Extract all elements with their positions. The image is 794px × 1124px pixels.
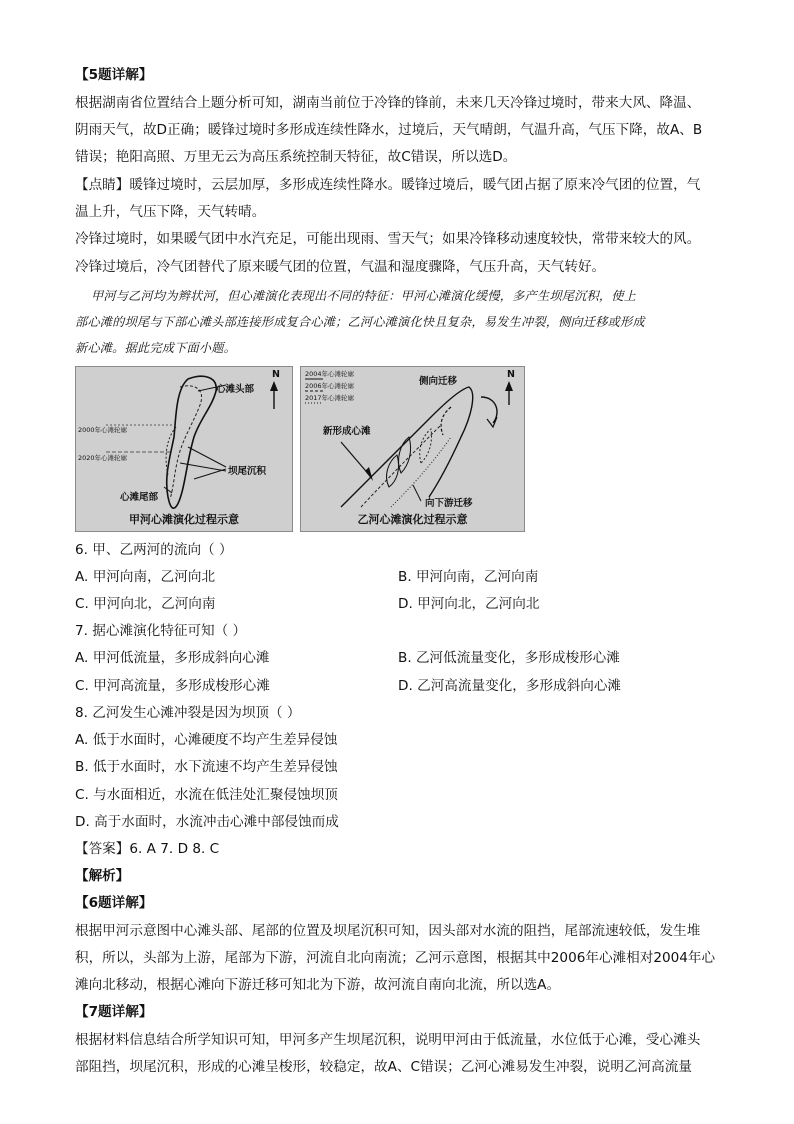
north-label: N	[272, 369, 280, 380]
downstream-label: 向下游迁移	[425, 498, 473, 509]
figure-jia-caption: 甲河心滩演化过程示意	[129, 513, 239, 526]
legend-2000: 2000年心滩轮廓	[78, 426, 128, 434]
q8-option-d: D. 高于水面时，水流冲击心滩中部侵蚀而成	[75, 814, 339, 830]
q8-option-c: C. 与水面相近，水流在低洼处汇聚侵蚀坝顶	[75, 787, 338, 803]
q7-stem: 7. 据心滩演化特征可知（ ）	[75, 623, 247, 639]
lateral-migration-label: 侧向迁移	[419, 376, 458, 387]
q6-option-a: A. 甲河向南，乙河向北	[75, 569, 216, 585]
north-label: N	[507, 369, 515, 380]
tip-line: 温上升，气压下降，天气转晴。	[75, 204, 266, 220]
sec6-heading: 【6题详解】	[75, 895, 153, 911]
jia-river-sketch	[76, 367, 292, 531]
tip-line: 冷锋过境时，如果暖气团中水汽充足，可能出现雨、雪天气；如果冷锋移动速度较快，常带来较大的风。	[75, 231, 701, 247]
sec7-para-line: 根据材料信息结合所学知识可知，甲河多产生坝尾沉积，说明甲河由于低流量，水位低于心滩，受心滩头	[75, 1032, 701, 1048]
tip-line: 冷锋过境后，冷气团替代了原来暖气团的位置，气温和湿度骤降，气压升高，天气转好。	[75, 259, 606, 275]
q7-option-b: B. 乙河低流量变化，多形成梭形心滩	[398, 650, 620, 666]
q6-option-c: C. 甲河向北，乙河向南	[75, 596, 216, 612]
new-bar-label: 新形成心滩	[323, 426, 371, 437]
q8-option-b: B. 低于水面时，水下流速不均产生差异侵蚀	[75, 759, 338, 775]
sec5-para-line: 根据湖南省位置结合上题分析可知，湖南当前位于冷锋的锋前，未来几天冷锋过境时，带来大风、降温、	[75, 95, 701, 111]
legend-2006: 2006年心滩轮廓	[305, 382, 355, 390]
sec7-heading: 【7题详解】	[75, 1004, 153, 1020]
head-label: 心滩头部	[216, 384, 255, 395]
q6-option-b: B. 甲河向南，乙河向南	[398, 569, 539, 585]
yi-river-sketch	[301, 367, 524, 531]
q8-stem: 8. 乙河发生心滩冲裂是因为坝顶（ ）	[75, 705, 301, 721]
material-line: 部心滩的坝尾与下部心滩头部连接形成复合心滩；乙河心滩演化快且复杂，易发生冲裂，侧向迁移或形成	[75, 315, 645, 329]
sec5-para-line: 错误；艳阳高照、万里无云为高压系统控制天特征，故C错误，所以选D。	[75, 149, 517, 165]
q7-option-c: C. 甲河高流量，多形成梭形心滩	[75, 678, 270, 694]
sec6-para-line: 根据甲河示意图中心滩头部、尾部的位置及坝尾沉积可知，因头部对水流的阻挡，尾部流速较低，发生堆	[75, 923, 701, 939]
sec5-para-line: 阴雨天气，故D正确；暖锋过境时多形成连续性降水，过境后，天气晴朗，气温升高，气压下降，故A、B	[75, 122, 703, 138]
figure-yi-caption: 乙河心滩演化过程示意	[357, 513, 468, 526]
material-line: 甲河与乙河均为辫状河，但心滩演化表现出不同的特征：甲河心滩演化缓慢，多产生坝尾沉积，使上	[91, 289, 637, 303]
sec5-heading: 【5题详解】	[75, 67, 153, 83]
q7-option-d: D. 乙河高流量变化，多形成斜向心滩	[398, 678, 622, 694]
figure-yi-river	[300, 366, 525, 532]
q6-stem: 6. 甲、乙两河的流向（ ）	[75, 542, 233, 558]
q6-option-d: D. 甲河向北，乙河向北	[398, 596, 540, 612]
material-line: 新心滩。据此完成下面小题。	[75, 341, 237, 355]
q7-option-a: A. 甲河低流量，多形成斜向心滩	[75, 650, 270, 666]
dam-label: 坝尾沉积	[228, 466, 267, 477]
legend-2020: 2020年心滩轮廓	[78, 454, 128, 462]
q8-option-a: A. 低于水面时，心滩硬度不均产生差异侵蚀	[75, 732, 338, 748]
sec6-para-line: 滩向北移动，根据心滩向下游迁移可知北为下游，故河流自南向北流，所以选A。	[75, 977, 561, 993]
analysis-heading: 【解析】	[75, 868, 130, 884]
legend-2004: 2004年心滩轮廓	[305, 370, 355, 378]
figure-jia-river	[75, 366, 293, 532]
tip-line: 【点睛】暖锋过境时，云层加厚，多形成连续性降水。暖锋过境后，暖气团占据了原来冷气团的位置，气	[75, 177, 701, 193]
tail-label: 心滩尾部	[120, 492, 159, 503]
legend-2017: 2017年心滩轮廓	[305, 394, 355, 402]
sec7-para-line: 部阻挡，坝尾沉积，形成的心滩呈梭形，较稳定，故A、C错误；乙河心滩易发生冲裂，说明乙河高流量	[75, 1059, 692, 1075]
answer-line: 【答案】6. A 7. D 8. C	[75, 841, 220, 857]
sec6-para-line: 积，所以，头部为上游，尾部为下游，河流自北向南流；乙河示意图，根据其中2006年心滩相对2004年心	[75, 950, 716, 966]
